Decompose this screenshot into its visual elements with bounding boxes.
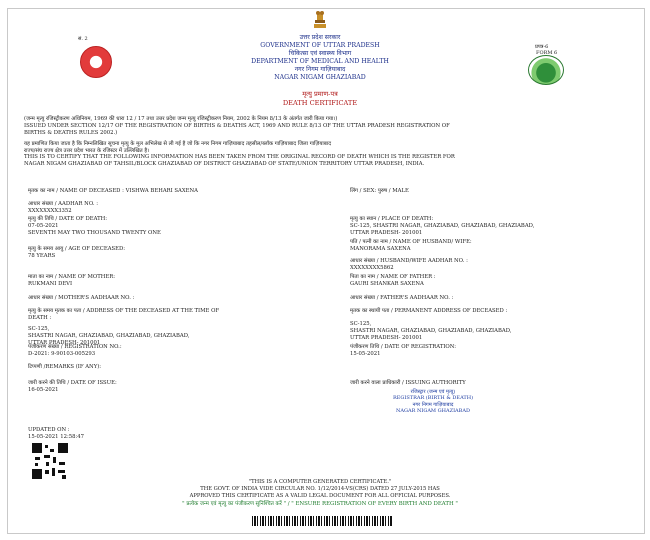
barcode-icon [252,516,392,526]
issue-date-value: 16-05-2021 [28,386,59,393]
state-emblem-icon [313,10,327,30]
footer-slogan: " प्रत्येक जन्म एवं मृत्यु का पंजीकरण सुनिश्चित करें " / " ENSURE REGISTRATION OF EVERY BIRTH AND DEATH " [182,501,458,507]
issuing-authority-label: जारी करने वाला प्राधिकारी / ISSUING AUTHORITY [350,380,466,386]
registration-date-label: पंजीकरण तिथि / DATE OF REGISTRATION: [350,344,456,350]
husband-label: पति / पत्नी का नाम / NAME OF HUSBAND/ WIFE: [350,239,472,245]
aadhaar-block [28,201,98,215]
husband-block [350,239,472,253]
certificate-sheet [7,8,645,534]
aadhaar-label: आधार संख्या / AADHAR NO. : [28,201,99,207]
footer-line-2: THE GOVT. OF INDIA VIDE CIRCULAR NO. 1/12/2014-VS(CRS) DATED 27 JULY-2015 HAS [200,486,440,492]
preamble-english-2b: NAGAR NIGAM GHAZIABAD OF TAHSIL/BLOCK GHAZIABAD OF DISTRICT GHAZIABAD OF STATE/UNION TERRITORY UTTAR PRADESH, INDIA. [24,161,425,168]
preamble-english-1b: BIRTHS & DEATHS RULES 2002.) [24,129,118,136]
header-nigam: NAGAR NIGAM GHAZIABAD [274,74,366,81]
place-of-death-label: मृत्यु का स्थान / PLACE OF DEATH: [350,216,434,222]
registration-no-value: D-2021: 9-90103-005293 [28,350,96,357]
footer-line-3: APPROVED THIS CERTIFICATE AS A VALID LEGAL DOCUMENT FOR ALL OFFICIAL PURPOSES. [189,493,451,499]
preamble-english-2: THIS IS TO CERTIFY THAT THE FOLLOWING INFORMATION HAS BEEN TAKEN FROM THE ORIGINAL RECORD OF DEATH WHICH IS THE REGISTER FOR [24,154,455,161]
remarks-label: टिप्पणी /REMARKS (IF ANY): [28,364,102,370]
permanent-address-value-3: UTTAR PRADESH- 201001 [350,334,423,341]
updated-label: UPDATED ON : [28,427,70,433]
header-dept-hindi: चिकित्सा एवं स्वास्थ्य विभाग [288,50,352,57]
form-number-left: सं. 2 [78,36,88,42]
updated-value: 15-05-2021 12:58:47 [28,433,85,440]
header-government: GOVERNMENT OF UTTAR PRADESH [260,42,380,49]
age-label: मृत्यु के समय आयु / AGE OF DECEASED: [28,246,126,252]
husband-aadhaar-value: XXXXXXXX5862 [350,264,394,271]
preamble-block [24,116,455,168]
qr-code-icon [32,443,68,479]
name-of-deceased: मृतक का नाम / NAME OF DECEASED : VISHWA BEHARI SAXENA [28,188,198,194]
stamp-line-2: REGISTRAR (BIRTH & DEATH) [392,395,474,402]
stamp-line-4: NAGAR NIGAM GHAZIABAD [396,407,470,414]
form-number-right-hindi: प्रपत्र-6 [535,44,549,50]
stamp-line-1: रजिस्ट्रार (जन्म एवं मृत्यु) [410,389,456,395]
husband-aadhaar-label: आधार संख्या / HUSBAND/WIFE AADHAR NO. : [350,258,468,264]
permanent-address-label: मृतक का स्थायी पता / PERMANENT ADDRESS OF DECEASED : [350,308,508,314]
date-of-death-block [28,216,161,237]
date-of-death-words: SEVENTH MAY TWO THOUSAND TWENTY ONE [28,229,161,236]
place-of-death-block [350,216,534,237]
header-nigam-hindi: नगर निगम गाज़ियाबाद [294,66,346,73]
preamble-hindi-2b: राज्य/संघ राज्य क्षेत्र उत्तर प्रदेश भारत के रजिस्टर में उल्लिखित है। [24,147,150,154]
updated-block [28,427,84,441]
mother-aadhaar-label: आधार संख्या / MOTHER'S AADHAAR NO. : [28,295,135,301]
registration-date-block [350,344,456,358]
header-state-hindi: उत्तर प्रदेश सरकार [299,34,341,41]
place-of-death-value-2: UTTAR PRADESH- 201001 [350,229,423,236]
husband-aadhaar-block [350,258,468,272]
date-of-death-value: 07-05-2021 [28,222,59,229]
issue-date-block [28,380,117,394]
preamble-hindi-1: (जन्म मृत्यु रजिस्ट्रीकरण अधिनियम, 1969 की धारा 12 / 17 तथा उत्तर प्रदेश जन्म मृत्यु रजिस्ट्रीकरण नियम, 2002 के नियम 8/13 के अंतर्गत जारी किया गया।) [24,116,338,122]
address-value-2: SHASTRI NAGAR, GHAZIABAD, GHAZIABAD, GHAZIABAD, [28,332,190,339]
page-title: DEATH CERTIFICATE [282,99,358,107]
age-block [28,246,125,260]
registration-date-value: 15-05-2021 [350,350,381,357]
stamp-line-3: नगर निगम गाज़ियाबाद [412,401,454,408]
father-block [350,274,436,288]
date-of-death-label: मृत्यु की तिथि / DATE OF DEATH: [28,216,108,222]
address-label-2: DEATH : [28,314,52,321]
address-block [28,308,219,346]
issue-date-label: जारी करने की तिथि / DATE OF ISSUE: [28,380,117,386]
footer-line-1: "THIS IS A COMPUTER GENERATED CERTIFICATE." [248,479,392,485]
mother-label: माता का नाम / NAME OF MOTHER: [28,274,116,280]
header-department: DEPARTMENT OF MEDICAL AND HEALTH [251,58,389,65]
father-label: पिता का नाम / NAME OF FATHER : [350,274,436,280]
registration-no-label: पंजीकरण संख्या / REGISTRATION NO.: [28,344,122,350]
age-value: 78 YEARS [28,252,56,259]
mother-value: RUKMANI DEVI [28,280,73,287]
form-number-right: FORM 6 [536,50,558,56]
sex-field: लिंग / SEX: पुरुष / MALE [350,188,409,194]
permanent-address-block [350,308,511,342]
place-of-death-value-1: SC-125, SHASTRI NAGAR, GHAZIABAD, GHAZIABAD, GHAZIABAD, [350,222,535,229]
permanent-address-value-1: SC-125, [350,320,372,327]
registrar-stamp [358,389,508,414]
preamble-hindi-2: यह प्रमाणित किया जाता है कि निम्नलिखित सूचना मृत्यु के मूल अभिलेख से ली गई है जो कि नगर निगम गाज़ियाबाद तहसील/ब्लॉक गाज़ियाबाद जिला गाज़ियाबाद [24,140,332,147]
address-value-3: UTTAR PRADESH- 201001 [28,339,101,346]
husband-value: MANORAMA SAXENA [350,245,411,252]
father-value: GAURI SHANKAR SAXENA [350,280,424,287]
title-hindi: मृत्यु प्रमाण-पत्र [302,90,338,98]
permanent-address-value-2: SHASTRI NAGAR, GHAZIABAD, GHAZIABAD, GHAZIABAD, [350,327,512,334]
nagar-nigam-logo-icon [80,46,112,78]
address-label-1: मृत्यु के समय मृतक का पता / ADDRESS OF THE DECEASED AT THE TIME OF [28,308,220,314]
registration-no-block [28,344,122,358]
address-value-1: SC-125, [28,325,50,332]
health-dept-logo-icon [528,55,564,85]
mother-block [28,274,115,288]
aadhaar-value: XXXXXXXX3352 [28,207,72,214]
father-aadhaar-label: आधार संख्या / FATHER'S AADHAAR NO. : [350,295,454,301]
preamble-english-1: ISSUED UNDER SECTION 12/17 OF THE REGISTRATION OF BIRTHS & DEATHS ACT, 1969 AND RULE 8/13 OF THE UTTAR PRADESH REGISTRATION OF [24,122,450,129]
